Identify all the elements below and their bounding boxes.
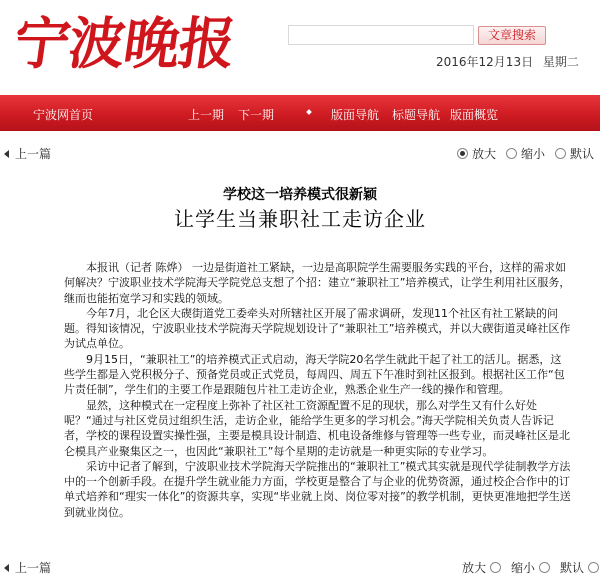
nav-prev-issue-link[interactable]: 上一期 xyxy=(188,108,225,122)
triangle-left-icon xyxy=(4,564,9,572)
zoom-default-radio[interactable] xyxy=(555,148,566,159)
zoom-in-label: 放大 xyxy=(472,147,497,161)
zoom-out-label: 缩小 xyxy=(521,147,546,161)
prev-article-link-bottom[interactable] xyxy=(4,559,51,576)
zoom-in-option-bottom[interactable] xyxy=(462,559,501,576)
newspaper-logo[interactable]: 宁波晚报 xyxy=(9,11,239,77)
zoom-default-label: 默认 xyxy=(570,147,595,161)
zoom-out-option-bottom[interactable] xyxy=(511,559,550,576)
zoom-out-label: 缩小 xyxy=(511,561,536,575)
bottom-toolbar xyxy=(0,556,600,578)
zoom-controls-bottom xyxy=(462,559,600,576)
zoom-out-option[interactable] xyxy=(506,145,545,162)
weekday-text: 星期二 xyxy=(542,55,579,69)
date-text: 2016年12月13日 xyxy=(436,55,534,69)
zoom-out-radio-bottom[interactable] xyxy=(539,562,550,573)
article-body xyxy=(64,260,572,520)
nav-layout-nav-link[interactable]: 版面导航 xyxy=(331,108,380,122)
nav-home-link[interactable]: 宁波网首页 xyxy=(33,108,94,122)
article-paragraph: 显然，这种模式在一定程度上弥补了社区社工资源配置不足的现状，那么对学生又有什么好处呢？“通过与社区党员过组织生活，走访企业，能给学生更多的学习机会。”海天学院相关负责人告诉记者，学校的课程设置实操性强，主要是模具设计制造、机电设备维修与管理等一些专业，而灵峰社区是北仑模具产业聚集区之一，也因此“兼职社工”每个星期的走访就是一种更实际的专业学习。 xyxy=(64,398,570,458)
article-paragraph: 9月15日，“兼职社工”的培养模式正式启动，海天学院20名学生就此干起了社工的活儿。据悉，这些学生都是入党积极分子、预备党员或正式党员，每周四、周五下午准时到社区报到。根据社区工作“包片责任制”，学生们的主要工作是跟随包片社工走访企业，熟悉企业生产一线的操作和管理。 xyxy=(64,352,565,397)
nav-next-issue-link[interactable]: 下一期 xyxy=(238,108,275,122)
article-subtitle: 学校这一培养模式很新颖 xyxy=(223,187,377,203)
prev-article-label: 上一篇 xyxy=(15,147,52,161)
issue-date xyxy=(436,53,585,70)
article-paragraph: 今年7月，北仑区大碶街道党工委牵头对所辖社区开展了需求调研，发现11个社区有社工紧缺的问题。得知该情况，宁波职业技术学院海天学院规划设计了“兼职社工”培养模式，并以大碶街道灵峰社区作为试点单位。 xyxy=(64,306,571,351)
zoom-in-option[interactable] xyxy=(457,145,496,162)
zoom-controls xyxy=(457,145,600,162)
article-search-button[interactable]: 文章搜索 xyxy=(478,26,546,45)
prev-article-label: 上一篇 xyxy=(15,561,52,575)
nav-separator-icon xyxy=(306,109,312,115)
triangle-left-icon xyxy=(4,150,9,158)
zoom-default-label: 默认 xyxy=(560,561,585,575)
nav-layout-overview-link[interactable]: 版面概览 xyxy=(450,108,499,122)
article-paragraph: 本报讯（记者 陈烨） 一边是街道社工紧缺，一边是高职院学生需要服务实践的平台，这样的需求如何解决？宁波职业技术学院海天学院党总支想了个招：建立“兼职社工”培养模式，让学生利用社区服务，继而也能拓宽学习和实践的领域。 xyxy=(64,261,571,305)
nav-title-nav-link[interactable]: 标题导航 xyxy=(392,108,441,122)
article-paragraph: 采访中记者了解到，宁波职业技术学院海天学院推出的“兼职社工”模式其实就是现代学徒制教学方法中的一个创新手段。在提升学生就业能力方面，学校更是整合了与企业的优势资源，通过校企合作中的订单式培养和“理实一体化”的资源共享，实现“毕业就上岗、岗位零对接”的教学机制，更快更准地把学生送到就业岗位。 xyxy=(64,459,571,519)
prev-article-link[interactable] xyxy=(4,145,51,162)
zoom-in-label: 放大 xyxy=(462,561,487,575)
search-input[interactable] xyxy=(288,25,474,45)
zoom-default-option-bottom[interactable] xyxy=(560,559,599,576)
zoom-default-option[interactable] xyxy=(555,145,594,162)
article-title: 让学生当兼职社工走访企业 xyxy=(174,207,426,231)
zoom-in-radio[interactable] xyxy=(457,148,468,159)
nav-bar xyxy=(0,95,600,131)
zoom-out-radio[interactable] xyxy=(506,148,517,159)
zoom-default-radio-bottom[interactable] xyxy=(588,562,599,573)
zoom-in-radio-bottom[interactable] xyxy=(490,562,501,573)
masthead xyxy=(0,0,600,95)
top-toolbar xyxy=(0,142,600,164)
